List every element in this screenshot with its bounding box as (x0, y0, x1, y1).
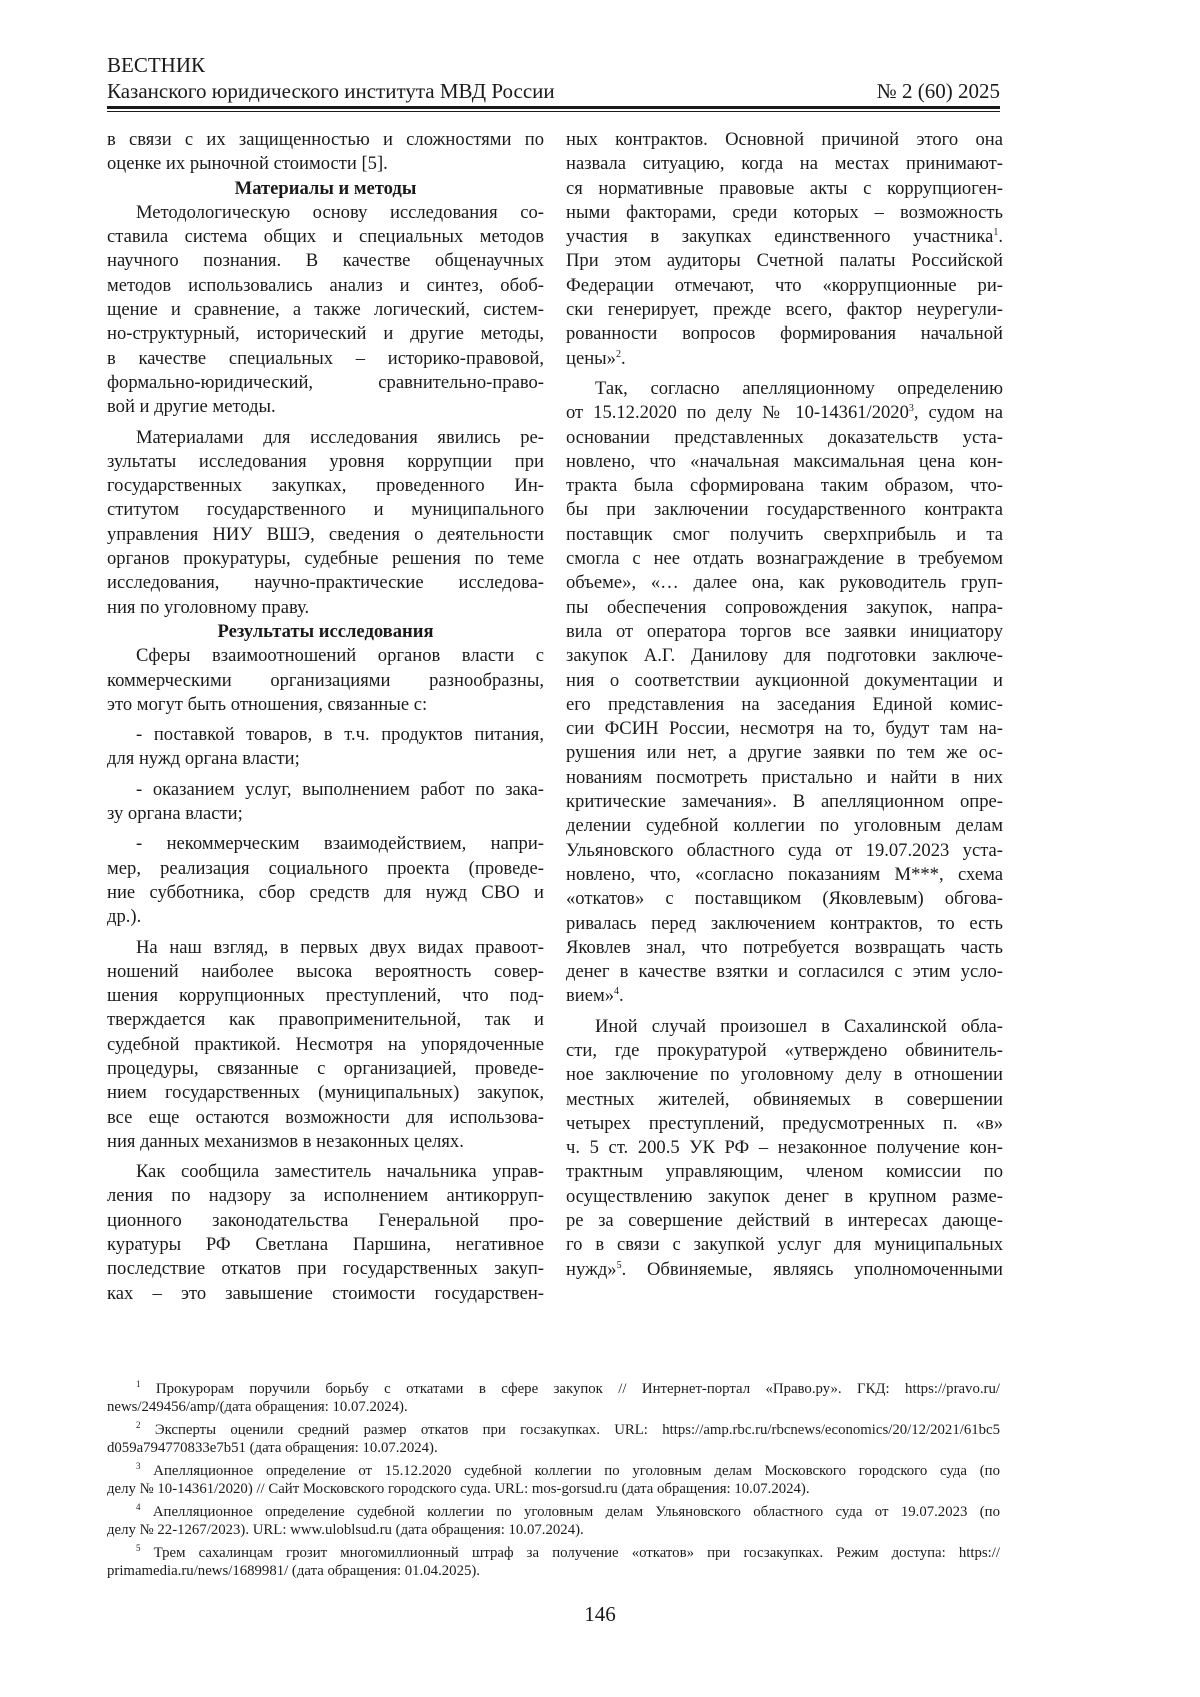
line-text: ставила система общих и специальных методов (107, 226, 544, 248)
text-line (566, 1185, 1003, 1209)
text-line (107, 1257, 544, 1281)
footnote-reference[interactable]: 2 (615, 348, 621, 360)
footnote-1 (107, 1380, 1000, 1416)
line-text: Ульяновского областного суда от 19.07.2023 уста- (566, 839, 1003, 861)
line-text: местных жителей, обвиняемых в совершении (566, 1088, 1003, 1110)
text-line (107, 857, 544, 881)
footnote-number: 3 (136, 1461, 141, 1471)
line-text: На наш взгляд, в первых двух видах правоот- (136, 936, 544, 958)
text-line (566, 1160, 1003, 1184)
line-text: смогла с нее отдать вознаграждение в требуемом (566, 548, 1003, 570)
line-text: оценке их рыночной стоимости [5]. (107, 153, 388, 175)
text-line (566, 839, 1003, 863)
line-text: методов использовались анализ и синтез, обоб- (107, 274, 544, 296)
text-line (566, 790, 1003, 814)
text-line (107, 960, 544, 984)
text-line (107, 1106, 544, 1130)
line-text: др.). (107, 906, 142, 928)
line-text: ния по уголовному праву. (107, 596, 310, 618)
line-text: органов прокуратуры, судебные решения по теме (107, 548, 544, 570)
line-text: трактным управляющим, членом комиссии по (566, 1161, 1003, 1183)
line-text: ционного законодательства Генеральной про- (107, 1209, 544, 1231)
text-line (107, 322, 544, 346)
line-text: новлено, что «начальная максимальная цена кон- (566, 450, 1003, 472)
text-line (566, 201, 1003, 225)
footnote-line (107, 1562, 1000, 1580)
text-line (107, 547, 544, 571)
line-text: - оказанием услуг, выполнением работ по зака- (136, 778, 544, 800)
line-text: ния данных механизмов в незаконных целях. (107, 1130, 464, 1152)
footnote-number: 2 (136, 1420, 141, 1430)
text-line (107, 984, 544, 1008)
line-text: нужд» (566, 1258, 617, 1280)
text-line (566, 912, 1003, 936)
footnote-5 (107, 1544, 1000, 1580)
line-text: Федерации отмечают, что «коррупционные ри- (566, 274, 1003, 296)
line-text: осуществлению закупок денег в крупном разме- (566, 1185, 1003, 1207)
footnote-line (107, 1503, 1000, 1521)
text-line (107, 1184, 544, 1208)
text-line (566, 936, 1003, 960)
footnote-text: primamedia.ru/news/1689981/ (дата обращения: 01.04.2025). (107, 1563, 480, 1579)
text-line (107, 1057, 544, 1081)
footnote-text: делу № 22-1267/2023). URL: www.uloblsud.ru (дата обращения: 10.07.2024). (107, 1522, 584, 1538)
footnote-number: 5 (136, 1543, 141, 1553)
line-text: новлено, что, «согласно показаниям М***, схема (566, 863, 1003, 885)
text-line (566, 669, 1003, 693)
line-text: нованиям посмотреть пристально и найти в них (566, 766, 1003, 788)
line-text: сти, где прокуратурой «утверждено обвинитель- (566, 1039, 1003, 1061)
section-heading (107, 620, 544, 644)
line-text: ч. 5 ст. 200.5 УК РФ – незаконное получение кон- (566, 1137, 1003, 1159)
line-text: поставщик смог получить сверхприбыль и та (566, 523, 1003, 545)
line-text: денег в качестве взятки и согласился с этим усло- (566, 961, 1003, 983)
line-text: последствие откатов при государственных закуп- (107, 1258, 544, 1280)
text-line (107, 347, 544, 371)
line-text: ными факторами, среди которых – возможность (566, 201, 1003, 223)
line-text: го в связи с закупкой услуг для муниципальных (566, 1234, 1003, 1256)
line-text: Яковлев знал, что потребуется возвращать часть (566, 936, 1003, 958)
journal-title-line1: ВЕСТНИК (107, 53, 206, 77)
footnote-text: d059a794770833e7b51 (дата обращения: 10.07.2024). (107, 1440, 438, 1456)
line-text: ных контрактов. Основной причиной этого она (566, 129, 1003, 150)
line-text: нием государственных (муниципальных) закупок, (107, 1082, 544, 1104)
line-text: ре за совершение действий в интересах дающе- (566, 1210, 1003, 1232)
footnote-text: Апелляционное определение от 15.12.2020 судебной коллегии по уголовным делам Московского городского суда (по (153, 1463, 1000, 1479)
line-text: зультаты исследования уровня коррупции при (107, 450, 544, 472)
text-line (566, 1112, 1003, 1136)
text-line (107, 881, 544, 905)
line-text: Методологическую основу исследования со- (136, 201, 544, 223)
left-text-column (107, 128, 544, 1306)
text-line (566, 474, 1003, 498)
footnote-number: 4 (136, 1502, 141, 1512)
text-line (107, 1033, 544, 1057)
text-line (107, 395, 544, 419)
line-text: шения коррупционных преступлений, что под- (107, 985, 544, 1007)
section-heading (107, 177, 544, 201)
text-line (107, 669, 544, 693)
right-text-column (566, 128, 1003, 1282)
footnote-line (107, 1480, 1000, 1498)
line-text: ривалась перед заключением контрактов, то есть (566, 912, 1003, 934)
line-text: бы при заключении государственного контракта (566, 499, 1003, 521)
line-text-tail: , судом на (913, 402, 1003, 424)
footnote-2 (107, 1421, 1000, 1457)
text-line (107, 298, 544, 322)
footnote-text: Прокурорам поручили борьбу с откатами в сфере закупок // Интернет-портал «Право.ру». ГКД: https://pravo.ru/ (155, 1381, 1000, 1397)
text-line (566, 766, 1003, 790)
text-line (107, 474, 544, 498)
line-text: - поставкой товаров, в т.ч. продуктов питания, (136, 724, 544, 746)
line-text: вием» (566, 985, 615, 1007)
footnote-reference[interactable]: 3 (908, 403, 914, 415)
text-line (566, 347, 1003, 371)
line-text: ся нормативные правовые акты с коррупциоген- (566, 177, 1003, 199)
line-text: Так, согласно апелляционному определению (595, 377, 1003, 399)
line-text-tail: . Обвиняемые, являясь уполномоченными (621, 1258, 1003, 1280)
line-text-tail: . (620, 347, 626, 369)
line-text: в качестве специальных – историко-правовой, (107, 347, 544, 369)
header-rule-thin (107, 111, 1000, 112)
line-text: все еще остаются возможности для использова- (107, 1106, 544, 1128)
line-text: управления НИУ ВШЭ, сведения о деятельности (107, 523, 544, 545)
text-line (107, 644, 544, 668)
text-line (566, 152, 1003, 176)
line-text: Результаты исследования (217, 620, 434, 642)
line-text: Иной случай произошел в Сахалинской обла- (595, 1015, 1003, 1037)
text-line (566, 298, 1003, 322)
text-line (566, 1088, 1003, 1112)
line-text: рушения или нет, а другие заявки по тем же ос- (566, 742, 1003, 764)
text-line (107, 802, 544, 826)
text-line (566, 1039, 1003, 1063)
text-line (107, 523, 544, 547)
text-line (107, 152, 544, 176)
line-text: государственных закупках, проведенного Ин- (107, 475, 544, 497)
footnotes-section (107, 1380, 1000, 1585)
line-text: рованности вопросов формирования начальной (566, 323, 1003, 345)
line-text: Материалами для исследования явились ре- (136, 426, 544, 448)
line-text: Материалы и методы (234, 177, 417, 199)
line-text: исследования, научно-практические исследова- (107, 572, 544, 594)
text-line (107, 1130, 544, 1154)
text-line (107, 571, 544, 595)
text-line (566, 1136, 1003, 1160)
line-text: судебной практикой. Несмотря на упорядоченные (107, 1033, 544, 1055)
page-number: 146 (584, 1602, 616, 1626)
footnote-line (107, 1462, 1000, 1480)
text-line (566, 498, 1003, 522)
line-text: ления по надзору за исполнением антикорруп- (107, 1185, 544, 1207)
text-line (566, 401, 1003, 425)
text-line (566, 596, 1003, 620)
line-text: вила от оператора торгов все заявки инициатору (566, 620, 1003, 642)
text-line (107, 596, 544, 620)
footnote-text: news/249456/amp/(дата обращения: 10.07.2024). (107, 1399, 408, 1415)
text-line (107, 1209, 544, 1233)
text-line (107, 1081, 544, 1105)
text-line (107, 723, 544, 747)
text-line (566, 741, 1003, 765)
text-line (566, 450, 1003, 474)
text-line (107, 1233, 544, 1257)
text-line (107, 936, 544, 960)
footnote-line (107, 1439, 1000, 1457)
text-line (107, 1008, 544, 1032)
line-text: процедуры, связанные с организацией, проведе- (107, 1057, 544, 1079)
text-line (107, 274, 544, 298)
line-text: в связи с их защищенностью и сложностями по (107, 129, 544, 150)
text-line (566, 693, 1003, 717)
header-rule-thick (107, 106, 1000, 109)
text-line (107, 128, 544, 152)
text-line (566, 863, 1003, 887)
text-line (566, 274, 1003, 298)
line-text: Сферы взаимоотношений органов власти с (136, 645, 544, 667)
text-line (107, 249, 544, 273)
line-text: его представления на заседания Единой комис- (566, 693, 1003, 715)
text-line (566, 177, 1003, 201)
text-line (107, 371, 544, 395)
line-text: объеме», «… далее она, как руководитель груп- (566, 572, 1003, 594)
text-line (566, 426, 1003, 450)
line-text: назвала ситуацию, когда на местах принимают- (566, 153, 1003, 175)
line-text: ношений наиболее высока вероятность совер- (107, 960, 544, 982)
footnote-text: Апелляционное определение судебной коллегии по уголовным делам Ульяновского областного суда от 19.07.2023 (по (152, 1504, 1000, 1520)
footnote-reference[interactable]: 4 (614, 986, 620, 998)
line-text: научного познания. В качестве общенаучных (107, 250, 544, 272)
text-line (107, 778, 544, 802)
text-line (107, 905, 544, 929)
line-text: пы обеспечения сопровождения закупок, напра- (566, 596, 1003, 618)
footnote-text: Трем сахалинцам грозит многомиллионный штраф за получение «откатов» при госзакупках. Режим доступа: https:// (153, 1545, 1000, 1561)
line-text: цены» (566, 347, 616, 369)
line-text: участия в закупках единственного участника (566, 226, 994, 248)
text-line (107, 1282, 544, 1306)
footnote-4 (107, 1503, 1000, 1539)
text-line (566, 644, 1003, 668)
line-text: коммерческими организациями разнообразны, (107, 669, 544, 691)
text-line (107, 426, 544, 450)
text-line (566, 249, 1003, 273)
line-text: зу органа власти; (107, 803, 243, 825)
footnote-line (107, 1421, 1000, 1439)
text-line (566, 620, 1003, 644)
journal-title-line2: Казанского юридического института МВД России (107, 79, 555, 103)
line-text: но-структурный, исторический и другие методы, (107, 323, 544, 345)
line-text: ное заключение по уголовному делу в отношении (566, 1064, 1003, 1086)
text-line (107, 747, 544, 771)
text-line (566, 377, 1003, 401)
text-line (107, 498, 544, 522)
text-line (107, 450, 544, 474)
line-text: от 15.12.2020 по делу № 10-14361/2020 (566, 402, 909, 424)
running-header (107, 52, 1000, 104)
line-text: критические замечания». В апелляционном опре- (566, 791, 1003, 813)
line-text: «откатов» с поставщиком (Яковлевым) обгова- (566, 888, 1003, 910)
line-text: мер, реализация социального проекта (проведе- (107, 857, 544, 879)
text-line (566, 1209, 1003, 1233)
line-text: тверждается как правоприменительной, так и (107, 1009, 544, 1031)
line-text: вой и другие методы. (107, 396, 276, 418)
text-line (566, 717, 1003, 741)
text-line (566, 984, 1003, 1008)
text-line (566, 814, 1003, 838)
text-line (107, 832, 544, 856)
footnote-text: делу № 10-14361/2020) // Сайт Московского городского суда. URL: mos-gorsud.ru (дата обращения: 10.07.2024). (107, 1481, 810, 1497)
line-text: ках – это завышение стоимости государствен- (107, 1282, 544, 1304)
line-text-tail: . (998, 226, 1003, 248)
footnote-text: Эксперты оценили средний размер откатов при госзакупках. URL: https://amp.rbc.ru/rbcnews/economics/20/12/2021/61bc5 (154, 1422, 1001, 1438)
line-text: Как сообщила заместитель начальника управ- (136, 1161, 544, 1183)
text-line (566, 960, 1003, 984)
line-text: это могут быть отношения, связанные с: (107, 693, 428, 715)
text-line (566, 1015, 1003, 1039)
issue-number: № 2 (60) 2025 (876, 79, 1000, 103)
line-text: ние субботника, сбор средств для нужд СВО и (107, 881, 544, 903)
text-line (566, 225, 1003, 249)
text-line (107, 225, 544, 249)
line-text: ния о соответствии аукционной документации и (566, 669, 1003, 691)
line-text: куратуры РФ Светлана Паршина, негативное (107, 1234, 544, 1256)
text-line (566, 1233, 1003, 1257)
line-text: щение и сравнение, а также логический, систем- (107, 299, 544, 321)
line-text: формально-юридический, сравнительно-право- (107, 371, 544, 393)
footnote-reference[interactable]: 1 (993, 227, 999, 239)
footnote-3 (107, 1462, 1000, 1498)
footnote-line (107, 1521, 1000, 1539)
text-line (107, 693, 544, 717)
line-text: ститутом государственного и муниципального (107, 499, 544, 521)
line-text: делении судебной коллегии по уголовным делам (566, 815, 1003, 837)
line-text: основании представленных доказательств уста- (566, 426, 1003, 448)
text-line (566, 1258, 1003, 1282)
footnote-line (107, 1544, 1000, 1562)
line-text: четырех преступлений, предусмотренных п. «в» (566, 1112, 1003, 1134)
footnote-line (107, 1380, 1000, 1398)
line-text: - некоммерческим взаимодействием, напри- (136, 833, 544, 855)
text-line (566, 571, 1003, 595)
line-text-tail: . (619, 985, 624, 1007)
text-line (566, 322, 1003, 346)
line-text: сии ФСИН России, несмотря на то, будут там на- (566, 718, 1003, 740)
line-text: При этом аудиторы Счетной палаты Российской (566, 250, 1003, 272)
text-line (566, 1063, 1003, 1087)
text-line (566, 887, 1003, 911)
text-line (566, 547, 1003, 571)
footnote-line (107, 1398, 1000, 1416)
text-line (107, 201, 544, 225)
text-line (107, 1160, 544, 1184)
text-line (566, 523, 1003, 547)
line-text: для нужд органа власти; (107, 748, 300, 770)
line-text: закупок А.Г. Данилову для подготовки заключе- (566, 645, 1003, 667)
footnote-number: 1 (136, 1379, 141, 1389)
line-text: тракта была сформирована таким образом, что- (566, 475, 1003, 497)
text-line (566, 128, 1003, 152)
line-text: ски генерирует, прежде всего, фактор неурегули- (566, 299, 1003, 321)
footnote-reference[interactable]: 5 (616, 1259, 622, 1271)
